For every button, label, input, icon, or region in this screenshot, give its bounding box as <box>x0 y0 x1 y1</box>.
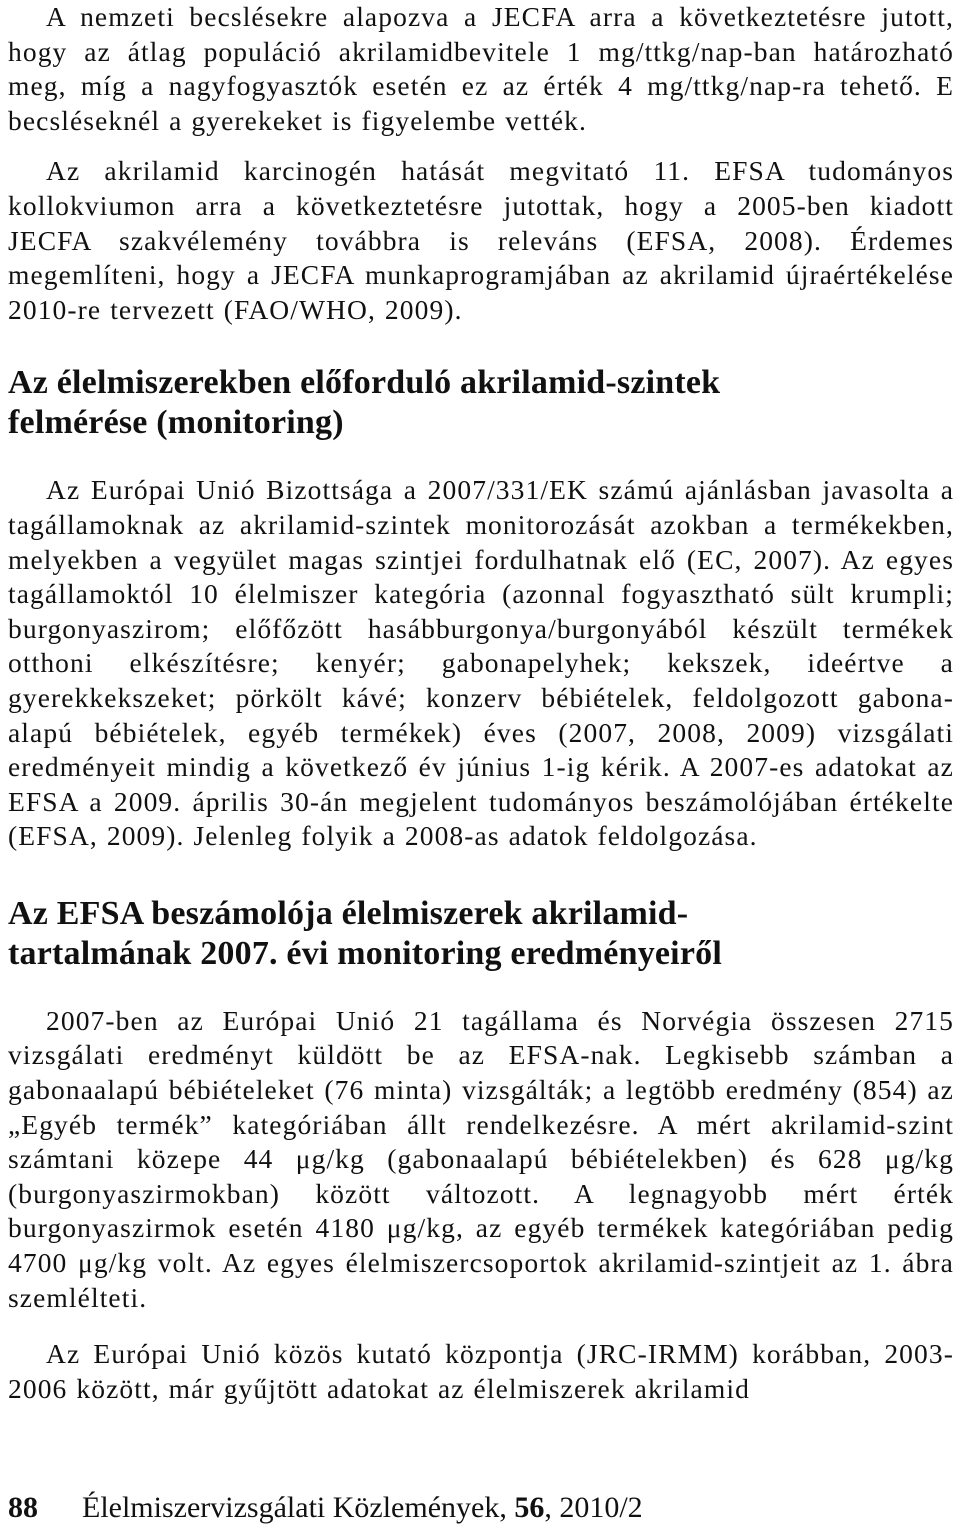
section-heading-monitoring <box>8 363 954 443</box>
paragraph-efsa-colloquium: Az akrilamid karcinogén hatását megvitató 11. EFSA tudományos kollokviumon arra a következtetésre jutottak, hogy a 2005-ben kiadott JECFA szakvélemény továbbra is releváns (EFSA, 2008). Érdemes megemlíteni, hogy a JECFA munkaprogramjában az akrilamid újraértékelése 2010-re tervezett (FAO/WHO, 2009). <box>8 155 954 325</box>
heading-line: Az EFSA beszámolója élelmiszerek akrilamid- <box>8 894 689 932</box>
journal-volume: 56 <box>514 1491 545 1524</box>
document-page <box>8 0 954 1406</box>
page-footer <box>8 1490 643 1526</box>
journal-issue: , 2010/2 <box>544 1491 643 1524</box>
paragraph-eu-recommendation: Az Európai Unió Bizottsága a 2007/331/EK számú ajánlásban javasolta a tagállamoknak az akrilamid-szintek monitorozását azokban a termékekben, melyekben a vegyület magas szintjei fordulhatnak elő (EC, 2007). Az egyes tagállamoktól 10 élelmiszer kategória (azonnal fogyasztható sült krumpli; burgonyaszirom; előfőzött hasábburgonya/burgonyából készült termékek otthoni elkészítésre; kenyér; gabonapelyhek; kekszek, ideértve a gyerekkekszeket; pörkölt kávé; konzerv bébiételek, feldolgozott gabona-alapú bébiételek, egyéb termékek) éves (2007, 2008, 2009) vizsgálati eredményeit mindig a következő év június 1-ig kérik. A 2007-es adatokat az EFSA a 2009. április 30-án megjelent tudományos beszámolójában értékelte (EFSA, 2009). Jelenleg folyik a 2008-as adatok feldolgozása. <box>8 474 954 852</box>
paragraph-jecfa-estimate: A nemzeti becslésekre alapozva a JECFA arra a következtetésre jutott, hogy az átlag populáció akrilamidbevitele 1 mg/ttkg/nap-ban határozható meg, míg a nagyfogyasztók esetén ez az érték 4 mg/ttkg/nap-ra tehető. E becsléseknél a gyerekeket is figyelembe vették. <box>8 1 954 136</box>
paragraph-jrc-irmm: Az Európai Unió közös kutató központja (JRC-IRMM) korábban, 2003-2006 között, már gyűjtött adatokat az élelmiszerek akrilamid <box>8 1338 954 1404</box>
page-number: 88 <box>8 1491 38 1524</box>
section-heading-efsa-report <box>8 894 954 974</box>
heading-line: felmérése (monitoring) <box>8 404 344 442</box>
journal-title: Élelmiszervizsgálati Közlemények, <box>82 1491 515 1524</box>
heading-line: Az élelmiszerekben előforduló akrilamid-szintek <box>8 364 721 402</box>
paragraph-2007-results: 2007-ben az Európai Unió 21 tagállama és Norvégia összesen 2715 vizsgálati eredményt küldött be az EFSA-nak. Legkisebb számban a gabonaalapú bébiételeket (76 minta) vizsgálták; a legtöbb eredmény (854) az „Egyéb termék” kategóriában állt rendelkezésre. A mért akrilamid-szint számtani közepe 44 μg/kg (gabonaalapú bébiételekben) és 628 μg/kg (burgonyaszirmokban) között változott. A legnagyobb mért érték burgonyaszirmok esetén 4180 μg/kg, az egyéb termékek kategóriában pedig 4700 μg/kg volt. Az egyes élelmiszercsoportok akrilamid-szintjeit az 1. ábra szemlélteti. <box>8 1004 954 1313</box>
heading-line: tartalmának 2007. évi monitoring eredményeiről <box>8 934 722 972</box>
